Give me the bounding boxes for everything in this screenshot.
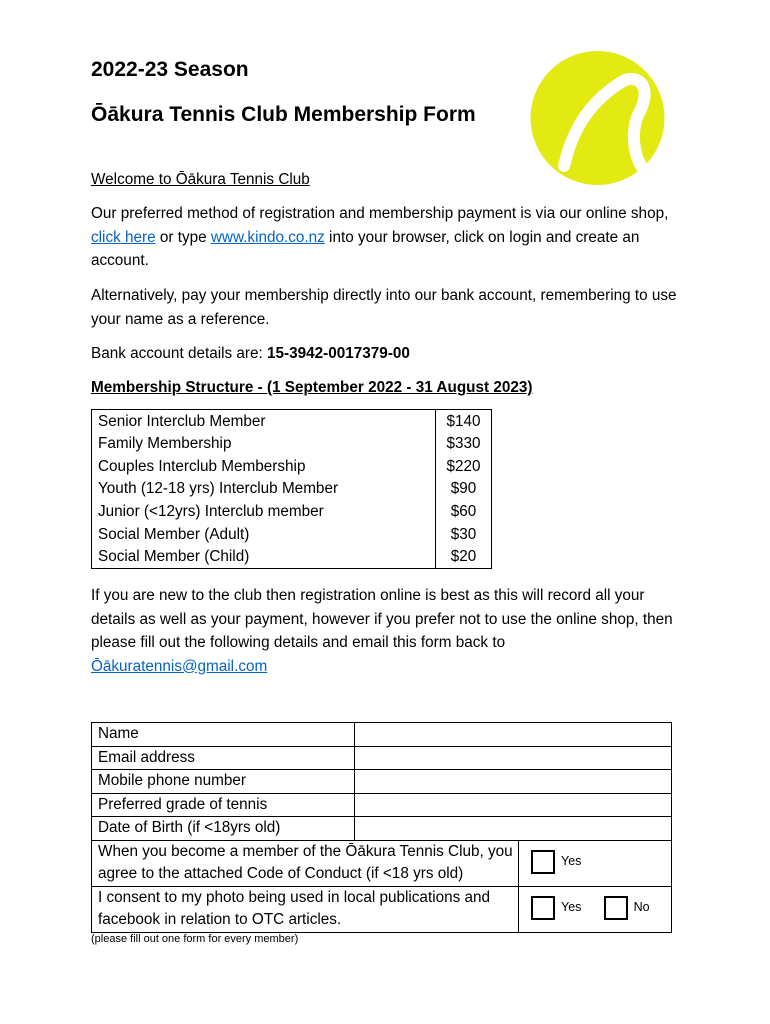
table-row	[92, 723, 672, 747]
bank-details: Bank account details are: 15-3942-0017379-00	[91, 345, 410, 362]
mobile-field[interactable]	[355, 770, 672, 794]
photo-no-checkbox[interactable]	[604, 896, 628, 920]
form-label-name: Name	[92, 723, 355, 747]
grade-field[interactable]	[355, 793, 672, 817]
footnote: (please fill out one form for every member)	[91, 933, 299, 945]
conduct-yes-checkbox[interactable]	[531, 850, 555, 874]
table-row	[92, 770, 672, 794]
structure-heading: Membership Structure - (1 September 2022 - 31 August 2023)	[91, 379, 533, 396]
fees-table	[91, 409, 492, 569]
email-field[interactable]	[355, 746, 672, 770]
form-label-grade: Preferred grade of tennis	[92, 793, 355, 817]
intro-paragraph: Our preferred method of registration and membership payment is via our online shop, click here or type www.kindo.co.nz into your browser, click on login and create an account.	[91, 205, 669, 269]
membership-form-table	[91, 722, 672, 933]
table-row	[92, 817, 672, 841]
photo-yes-checkbox[interactable]	[531, 896, 555, 920]
email-link[interactable]: Ōākuratennis@gmail.com	[91, 657, 268, 675]
form-label-dob: Date of Birth (if <18yrs old)	[92, 817, 355, 841]
table-row: Junior (<12yrs) Interclub member $60	[92, 500, 492, 523]
table-row: Social Member (Adult) $30	[92, 523, 492, 546]
bank-paragraph: Alternatively, pay your membership directly into our bank account, remembering to use your name as a reference.	[91, 287, 677, 328]
click-here-link[interactable]: click here	[91, 228, 156, 246]
table-row	[92, 840, 672, 886]
kindo-link[interactable]: www.kindo.co.nz	[210, 228, 325, 246]
bank-number: 15-3942-0017379-00	[267, 345, 410, 362]
form-label-conduct: When you become a member of the Ōākura Tennis Club, you agree to the attached Code of Conduct (if <18 yrs old)	[92, 841, 519, 886]
form-label-mobile: Mobile phone number	[92, 770, 355, 794]
table-row	[92, 746, 672, 770]
table-row: Family Membership $330	[92, 433, 492, 456]
form-label-photo: I consent to my photo being used in local publications and facebook in relation to OTC articles.	[92, 887, 519, 932]
season-title: 2022-23 Season	[91, 58, 249, 81]
table-row: Social Member (Child) $20	[92, 546, 492, 569]
table-row	[92, 886, 672, 932]
table-row	[92, 793, 672, 817]
photo-no-label: No	[633, 900, 650, 915]
form-label-email: Email address	[92, 746, 355, 770]
name-field[interactable]	[355, 723, 672, 747]
photo-yes-label: Yes	[561, 900, 582, 915]
table-row: Youth (12-18 yrs) Interclub Member $90	[92, 478, 492, 501]
welcome-text: Welcome to Ōākura Tennis Club	[91, 171, 310, 188]
form-title: Ōākura Tennis Club Membership Form	[91, 103, 476, 126]
conduct-yes-label: Yes	[561, 854, 582, 869]
table-row: Senior Interclub Member $140	[92, 410, 492, 433]
tennis-ball-logo	[530, 50, 665, 186]
newcomer-paragraph: If you are new to the club then registration online is best as this will record all your details as well as your payment, however if you prefer not to use the online shop, then please fill out the following details and email this form back to Ōākuratennis@gmail.com	[91, 587, 673, 675]
dob-field[interactable]	[355, 817, 672, 841]
table-row: Couples Interclub Membership $220	[92, 455, 492, 478]
